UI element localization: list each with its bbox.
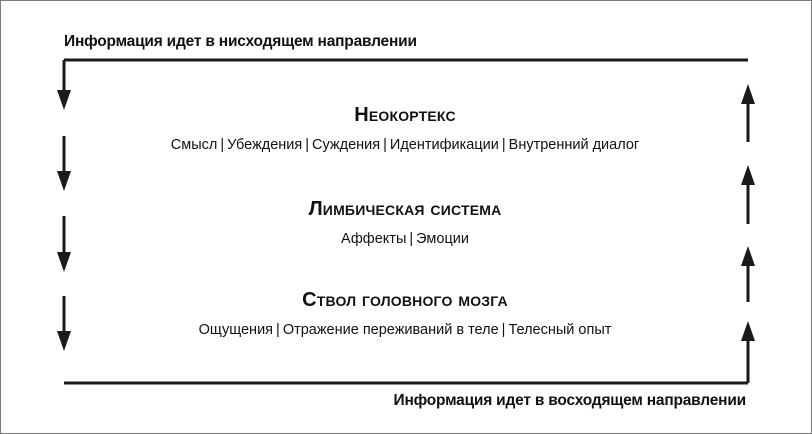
level-items xyxy=(100,322,710,338)
level-items xyxy=(100,137,710,153)
item: Аффекты xyxy=(341,231,407,247)
down-arrow-1 xyxy=(57,60,71,110)
separator: | xyxy=(276,322,280,338)
level-brainstem xyxy=(100,289,710,338)
down-arrow-2 xyxy=(57,136,71,191)
separator: | xyxy=(501,322,506,338)
bottom-caption: Информация идет в восходящем направлении xyxy=(393,392,746,409)
up-arrow-2 xyxy=(741,165,755,224)
item: Убеждения xyxy=(227,137,303,153)
down-arrow-4 xyxy=(57,296,71,351)
down-arrow-3 xyxy=(57,216,71,272)
up-arrow-4 xyxy=(741,321,755,383)
up-arrow-1 xyxy=(741,84,755,142)
level-title: Неокортекс xyxy=(354,104,456,126)
level-limbic-system xyxy=(100,198,710,247)
item: Идентификации xyxy=(389,137,499,153)
level-neocortex xyxy=(100,104,710,153)
separator: | xyxy=(305,137,310,153)
item: Отражение переживаний в теле xyxy=(282,322,499,338)
item: Эмоции xyxy=(416,231,469,247)
level-items xyxy=(100,231,710,247)
separator: | xyxy=(383,137,387,153)
level-title: Лимбическая система xyxy=(308,198,502,220)
item: Телесный опыт xyxy=(508,322,612,338)
item: Внутренний диалог xyxy=(508,137,640,153)
up-arrow-3 xyxy=(741,246,755,302)
separator: | xyxy=(501,137,506,153)
item: Смысл xyxy=(170,137,218,153)
item: Ощущения xyxy=(198,322,274,338)
separator: | xyxy=(409,231,414,247)
level-title: Ствол головного мозга xyxy=(302,289,508,311)
item: Суждения xyxy=(312,137,381,153)
top-caption: Информация идет в нисходящем направлении xyxy=(64,33,417,50)
separator: | xyxy=(220,137,225,153)
